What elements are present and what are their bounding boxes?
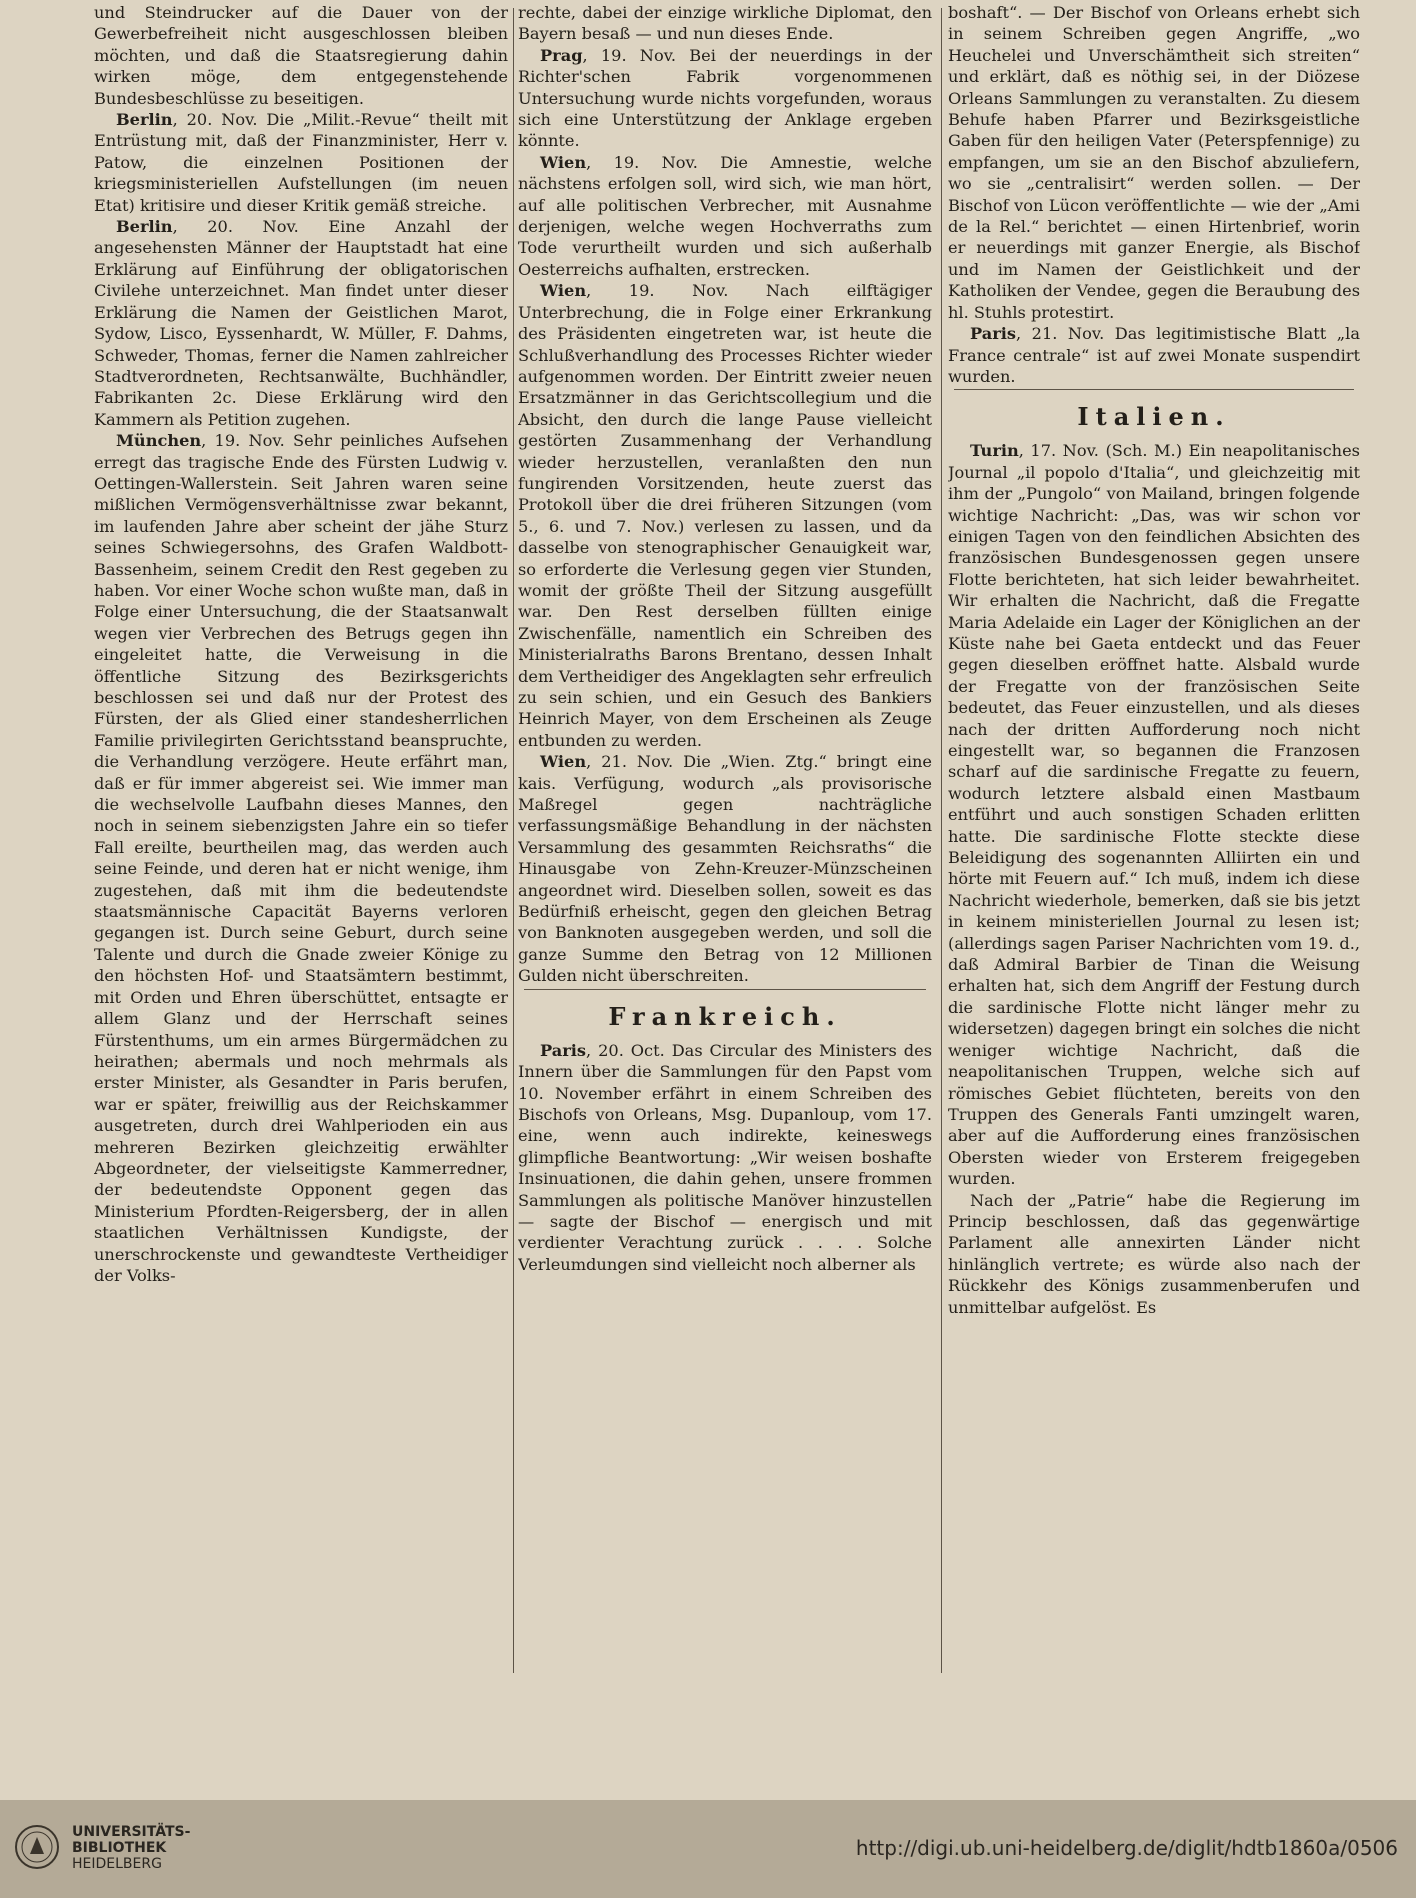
viewer-footer [0,1800,1416,1898]
article-text: , 19. Nov. Bei der neuerdings in der Richter'schen Fabrik vorgenommenen Untersuchung wurde nichts vorgefunden, woraus sich eine Unterstützung der Anklage ergeben könnte. [518,45,932,151]
dateline-place: Paris [540,1040,587,1060]
column-2 [518,2,932,1672]
dateline-place: Berlin [116,110,173,130]
column-divider [513,8,514,1673]
article-continuation: boshaft“. — Der Bischof von Orleans erhebt sich in seinem Schreiben gegen Angriffe, „wo Heuchelei und Unverschämtheit sich streiten“ und erklärt, daß es nöthig sei, in der Diözese Orleans Sammlungen zu veranstalten. Zu diesem Behufe haben Pfarrer und Bezirksgeistliche Gaben für den heiligen Vater (Peterspfennige) zu empfangen, um sie an den Bischof abzuliefern, wo sie „centralisirt“ werden sollen. — Der Bischof von Lücon veröffentlichte — wie der „Ami de la Rel.“ berichtet — einen Hirtenbrief, worin er neuerdings mit ganzer Energie, als Bischof und im Namen der Geistlichkeit und der Katholiken der Vendee, gegen die Beraubung des hl. Stuhls protestirt. [948,3,1360,322]
article-continuation: und Steindrucker auf die Dauer von der Gewerbefreiheit nicht ausgeschlossen bleiben möchten, und daß die Staatsregierung dahin wirken möge, dem entgegenstehende Bundesbeschlüsse zu beseitigen. [94,3,508,108]
article-text: , 17. Nov. (Sch. M.) Ein neapolitanisches Journal „il popolo d'Italia“, und gleichzeitig mit ihm der „Pungolo“ von Mailand, bringen folgende wichtige Nachricht: „Das, was wir schon vor einigen Tagen von den feindlichen Absichten des französischen Bundesgenossen gegen unsere Flotte berichteten, hat sich leider bewahrheitet. Wir erhalten die Nachricht, daß die Fregatte Maria Adelaide ein Lager der Königlichen an der Küste nahe bei Gaeta entdeckt und das Feuer gegen dieselben eröffnet hatte. Alsbald wurde der Fregatte von der französischen Seite bedeutet, das Feuer einzustellen, und als dieses nach der dritten Aufforderung noch nicht eingestellt war, so begannen die Franzosen scharf auf die sardinische Fregatte zu feuern, wodurch letztere alsbald einen Mastbaum entführt und auch sonstigen Schaden erlitten hatte. Die sardinische Flotte steckte diese Beleidigung des sogenannten Alliirten ein und hörte mit Feuern auf.“ Ich muß, indem ich diese Nachricht wiederhole, bemerken, daß sie bis jetzt in keinem ministeriellen Journal zu lesen ist; (allerdings sagen Pariser Nachrichten vom 19. d., daß Admiral Barbier de Tinan die Weisung erhalten hat, sich dem Angriff der Festung durch die sardinische Flotte nicht länger mehr zu widersetzen) dagegen bringt ein solches die nicht weniger wichtige Nachricht, daß die neapolitanischen Truppen, welche sich auf römisches Gebiet flüchteten, bereits von den Truppen des Generals Fanti umzingelt waren, aber auf die Aufforderung eines französischen Obersten wieder von Ersterem freigegeben wurden. [948,441,1360,1189]
article-text: , 19. Nov. Nach eilftägiger Unterbrechung, die in Folge einer Erkrankung des Präsidenten eingetreten war, ist heute die Schlußverhandlung des Processes Richter wieder aufgenommen worden. Der Eintritt zweier neuen Ersatzmänner in das Gerichtscollegium und die Absicht, den durch die lange Pause vielleicht gestörten Zusammenhang der Verhandlung wieder herzustellen, veranlaßten den nun fungirenden Vorsitzenden, heute zuerst das Protokoll über die drei früheren Sitzungen (vom 5., 6. und 7. Nov.) verlesen zu lassen, und da dasselbe von stenographischer Genauigkeit war, so erforderte die Verlesung gegen vier Stunden, womit der größte Theil der Sitzung ausgefüllt war. Den Rest derselben füllten einige Zwischenfälle, namentlich ein Schreiben des Ministerialraths Barons Brentano, dessen Inhalt dem Vertheidiger des Angeklagten sehr erfreulich zu sein schien, und ein Gesuch des Bankiers Heinrich Mayer, von dem Erscheinen als Zeuge entbunden zu werden. [518,281,932,750]
article-text: , 19. Nov. Sehr peinliches Aufsehen erregt das tragische Ende des Fürsten Ludwig v. Oettingen-Wallerstein. Seit Jahren waren seine mißlichen Vermögensverhältnisse zwar bekannt, im laufenden Jahre aber scheint der jähe Sturz seines Schwiegersohns, des Grafen Waldbott-Bassenheim, seinem Credit den Rest gegeben zu haben. Vor einer Woche schon wußte man, daß in Folge einer Untersuchung, die der Staatsanwalt wegen vier Verbrechen des Betrugs gegen ihn eingeleitet hatte, die Verweisung in die öffentliche Sitzung des Bezirksgerichts beschlossen sei und daß nur der Protest des Fürsten, der als Glied einer standesherrlichen Familie privilegirten Gerichtsstand beanspruchte, die Verhandlung verzögere. Heute erfährt man, daß er für immer abgereist sei. Wie immer man die wechselvolle Laufbahn dieses Mannes, den noch in seinem siebenzigsten Jahre ein so tiefer Fall ereilte, beurtheilen mag, das werden auch seine Feinde, und deren hat er nicht wenige, ihm zugestehen, daß mit ihm die bedeutendste staatsmännische Capacität Bayerns verloren gegangen ist. Durch seine Geburt, durch seine Talente und durch die Gnade zweier Könige zu den höchsten Hof- und Staatsämtern bestimmt, mit Orden und Ehren überschüttet, entsagte er allem Glanz und der Herrschaft seines Fürstenthums, um ein armes Bürgermädchen zu heirathen; abermals und noch mehrmals als erster Minister, als Gesandter in Paris berufen, war er später, freiwillig aus der Reichskammer ausgetreten, durch drei Wahlperioden ein aus mehreren Bezirken gleichzeitig erwählter Abgeordneter, der vielseitigste Kammerredner, der bedeutendste Opponent gegen das Ministerium Pfordten-Reigersberg, der in allen staatlichen Verhältnissen Kundigste, der unerschrockenste und gewandteste Vertheidiger der Volks- [94,431,508,1285]
article-berlin-revue [94,109,508,216]
dateline-place: Prag [540,45,583,65]
article-wien-prozess [518,280,932,751]
article-text: , 19. Nov. Die Amnestie, welche nächstens erfolgen soll, wird sich, wie man hört, auf alle politischen Verbrecher, mit Ausnahme derjenigen, welche wegen Hochverraths zum Tode verurtheilt wurden und sich außerhalb Oesterreichs aufhalten, erstrecken. [518,152,932,279]
column-3 [948,2,1360,1672]
article-text: , 20. Nov. Eine Anzahl der angesehensten Männer der Hauptstadt hat eine Erklärung auf Einführung der obligatorischen Civilehe unterzeichnet. Man findet unter dieser Erklärung die Namen der Geistlichen Marot, Sydow, Lisco, Eyssenhardt, W. Müller, F. Dahms, Schweder, Thomas, ferner die Namen zahlreicher Stadtverordneten, Rechtsanwälte, Buchhändler, Fabrikanten 2c. Diese Erklärung wird den Kammern als Petition zugehen. [94,217,508,429]
article-berlin-civilehe [94,216,508,430]
section-rule [524,989,926,990]
dateline-place: Wien [540,152,587,172]
dateline-place: Wien [540,281,587,301]
article-wien-amnestie [518,152,932,280]
article-text: , 21. Nov. Die „Wien. Ztg.“ bringt eine kais. Verfügung, wodurch „als provisorische Maßregel gegen nachträgliche verfassungsmäßige Behandlung in der nächsten Versammlung des gesammten Reichsraths“ die Hinausgabe von Zehn-Kreuzer-Münzscheinen angeordnet wird. Dieselben sollen, soweit es das Bedürfniß erheischt, gegen den gleichen Betrag von Banknoten ausgegeben werden, und soll die ganze Summe den Betrag von 12 Millionen Gulden nicht überschreiten. [518,752,932,986]
article-text: , 20. Oct. Das Circular des Ministers des Innern über die Sammlungen für den Papst vom 10. November erfährt in einem Schreiben des Bischofs von Orleans, Msg. Dupanloup, vom 17. eine, wenn auch indirekte, keineswegs glimpfliche Beantwortung: „Wir weisen boshafte Insinuationen, die dahin gehen, unsere frommen Sammlungen als politische Manöver hinzustellen — sagte der Bischof — energisch und mit verdienter Verachtung zurück . . . . Solche Verleumdungen sind vielleicht noch alberner als [518,1040,932,1274]
column-1 [94,2,508,1672]
article-text: , 21. Nov. Das legitimistische Blatt „la France centrale“ ist auf zwei Monate suspendirt wurden. [948,324,1360,386]
section-heading-frankreich: Frankreich. [608,1001,842,1031]
dateline-place: Paris [970,324,1017,344]
section-rule [954,389,1354,390]
article-patrie: Nach der „Patrie“ habe die Regierung im Princip beschlossen, daß das gegenwärtige Parlament alle annexirten Länder nicht hinlänglich vertrete; es würde also nach der Rückkehr des Königs zusammenberufen und unmittelbar aufgelöst. Es [948,1190,1360,1317]
article-muenchen [94,430,508,1286]
article-continuation: rechte, dabei der einzige wirkliche Diplomat, den Bayern besaß — und nun dieses Ende. [518,3,932,44]
source-url-link[interactable]: http://digi.ub.uni-heidelberg.de/diglit/hdtb1860a/0506 [855,1836,1398,1860]
dateline-place: Turin [970,441,1019,461]
article-wien-muenzscheine [518,751,932,986]
dateline-place: München [116,431,202,451]
article-paris-circular [518,1040,932,1275]
dateline-place: Wien [540,752,587,772]
article-paris-france-centrale [948,323,1360,387]
article-prag [518,45,932,152]
article-text: , 20. Nov. Die „Milit.-Revue“ theilt mit Entrüstung mit, daß der Finanzminister, Herr v. Patow, die einzelnen Positionen der kriegsministeriellen Aufstellungen (im neuen Etat) kritisire und dieser Kritik gemäß streiche. [94,110,508,215]
library-name: UNIVERSITÄTS- BIBLIOTHEK HEIDELBERG [72,1824,191,1872]
dateline-place: Berlin [116,217,173,237]
column-divider [941,8,942,1673]
section-heading-italien: Italien. [1077,402,1231,432]
university-seal-icon [14,1824,60,1870]
article-turin [948,440,1360,1189]
